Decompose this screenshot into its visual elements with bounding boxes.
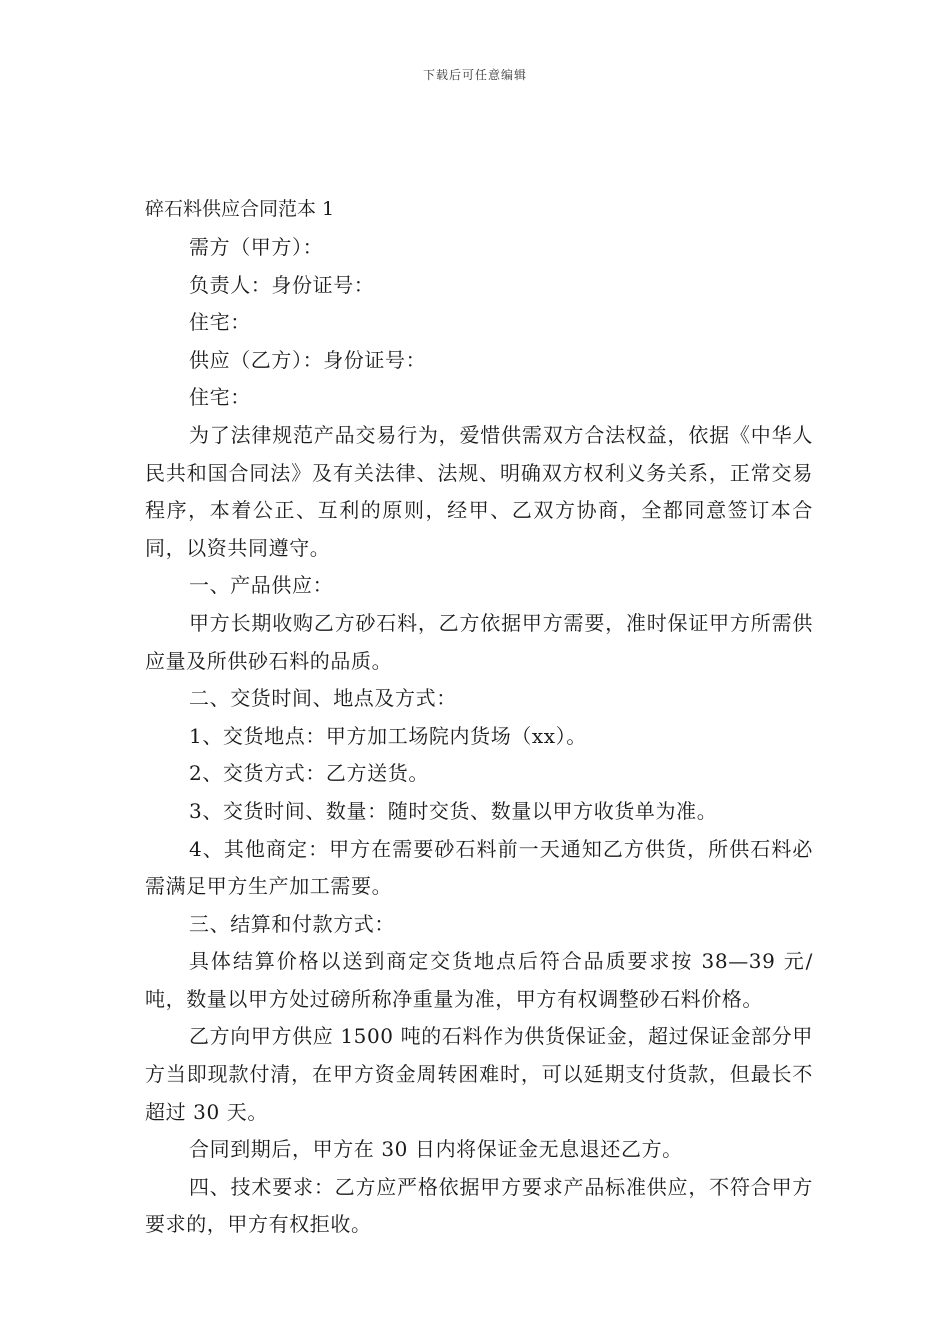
paragraph-deposit-refund: 合同到期后，甲方在 30 日内将保证金无息退还乙方。	[189, 1137, 683, 1162]
section-heading-technical: 四、技术要求：乙方应严格依据甲方要求产品标准供应，不符合甲方要求的，甲方有权拒收。	[145, 1174, 813, 1237]
paragraph-buyer-responsible: 负责人：身份证号：	[189, 272, 375, 297]
page-header-note: 下载后可任意编辑	[422, 68, 527, 82]
paragraph-buyer: 需方（甲方）：	[189, 235, 324, 259]
paragraph-supplier-address: 住宅：	[189, 385, 251, 410]
document-body	[145, 193, 813, 1244]
list-item-delivery-method: 2、交货方式：乙方送货。	[189, 761, 429, 786]
document-title: 碎石料供应合同范本 1	[145, 198, 335, 220]
paragraph-supply: 甲方长期收购乙方砂石料，乙方依据甲方需要，准时保证甲方所需供应量及所供砂石料的品质。	[145, 610, 813, 673]
section-heading-supply: 一、产品供应：	[189, 573, 334, 598]
paragraph-preamble: 为了法律规范产品交易行为，爱惜供需双方合法权益，依据《中华人民共和国合同法》及有关法律、法规、明确双方权利义务关系，正常交易程序，本着公正、互利的原则，经甲、乙双方协商，全都同意签订本合同，以资共同遵守。	[145, 422, 813, 560]
list-item-delivery-location: 1、交货地点：甲方加工场院内货场（xx）。	[189, 723, 587, 748]
list-item-delivery-time: 3、交货时间、数量：随时交货、数量以甲方收货单为准。	[189, 798, 718, 823]
section-heading-delivery: 二、交货时间、地点及方式：	[189, 686, 457, 711]
paragraph-supplier: 供应（乙方）：身份证号：	[189, 347, 427, 372]
list-item-other-terms: 4、其他商定：甲方在需要砂石料前一天通知乙方供货，所供石料必需满足甲方生产加工需要。	[145, 836, 813, 899]
paragraph-buyer-address: 住宅：	[189, 310, 251, 335]
paragraph-price: 具体结算价格以送到商定交货地点后符合品质要求按 38—39 元/吨，数量以甲方处过磅所称净重量为准，甲方有权调整砂石料价格。	[145, 949, 813, 1011]
paragraph-deposit: 乙方向甲方供应 1500 吨的石料作为供货保证金，超过保证金部分甲方当即现款付清，在甲方资金周转困难时，可以延期支付货款，但最长不超过 30 天。	[145, 1024, 813, 1124]
section-heading-payment: 三、结算和付款方式：	[189, 911, 395, 936]
